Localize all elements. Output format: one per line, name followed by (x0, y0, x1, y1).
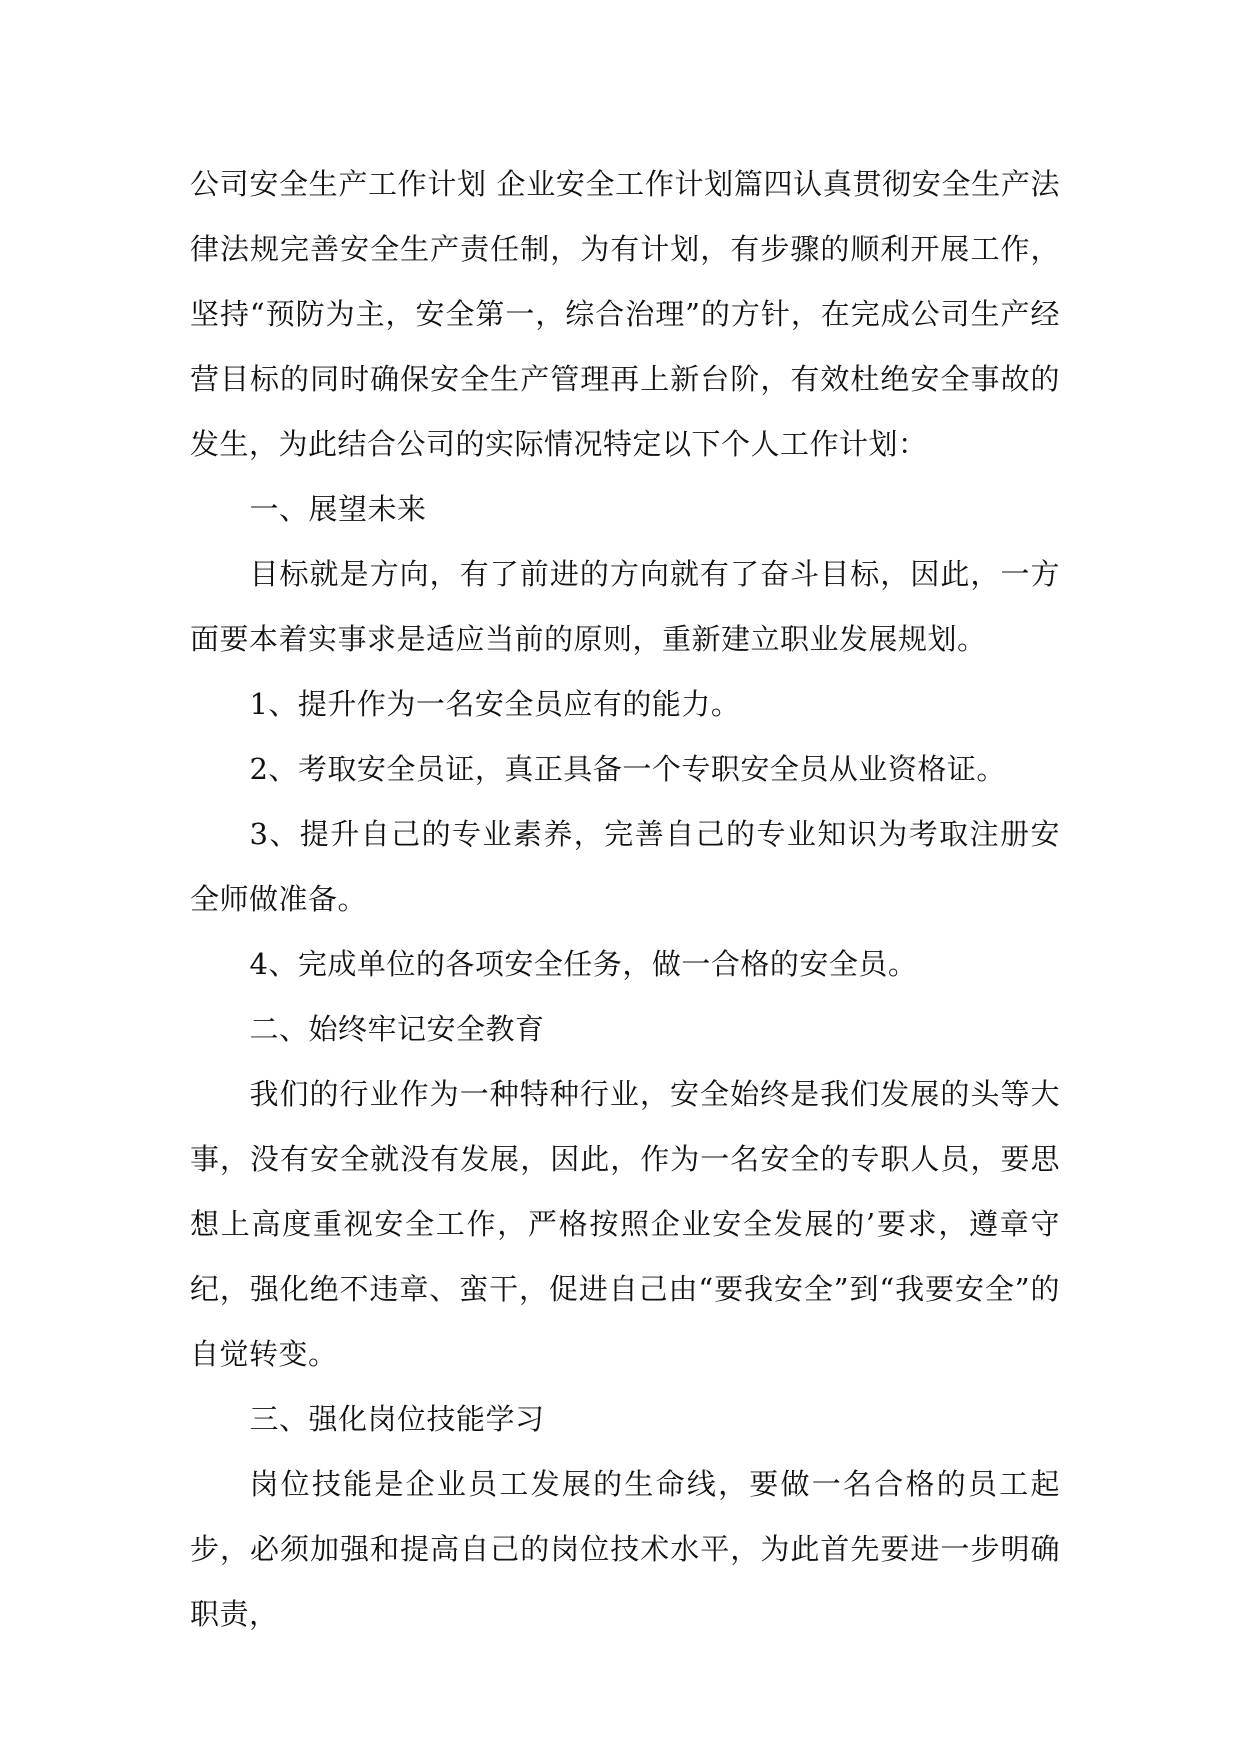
document-page (190, 152, 1060, 1647)
body-paragraph: 目标就是方向，有了前进的方向就有了奋斗目标，因此，一方面要本着实事求是适应当前的原则，重新建立职业发展规划。 (190, 557, 1060, 656)
body-paragraph: 岗位技能是企业员工发展的生命线，要做一名合格的员工起步，必须加强和提高自己的岗位技术水平，为此首先要进一步明确职责， (190, 1467, 1060, 1631)
list-item-1: 1、提升作为一名安全员应有的能力。 (249, 687, 741, 721)
list-item-2: 2、考取安全员证，真正具备一个专职安全员从业资格证。 (249, 752, 1006, 786)
section-heading-1: 一、展望未来 (249, 492, 427, 526)
body-paragraph: 我们的行业作为一种特种行业，安全始终是我们发展的头等大事，没有安全就没有发展，因此，作为一名安全的专职人员，要思想上高度重视安全工作，严格按照企业安全发展的’要求，遵章守纪，强化绝不违章、蛮干，促进自己由“要我安全”到“我要安全”的自觉转变。 (190, 1077, 1060, 1371)
list-item-3: 3、提升自己的专业素养，完善自己的专业知识为考取注册安全师做准备。 (190, 817, 1060, 916)
intro-paragraph: 公司安全生产工作计划 企业安全工作计划篇四认真贯彻安全生产法律法规完善安全生产责任制，为有计划，有步骤的顺利开展工作，坚持“预防为主，安全第一，综合治理”的方针，在完成公司生产经营目标的同时确保安全生产管理再上新台阶，有效杜绝安全事故的发生，为此结合公司的实际情况特定以下个人工作计划： (190, 167, 1060, 461)
section-heading-3: 三、强化岗位技能学习 (249, 1402, 545, 1436)
section-heading-2: 二、始终牢记安全教育 (249, 1012, 545, 1046)
list-item-4: 4、完成单位的各项安全任务，做一合格的安全员。 (249, 947, 918, 981)
